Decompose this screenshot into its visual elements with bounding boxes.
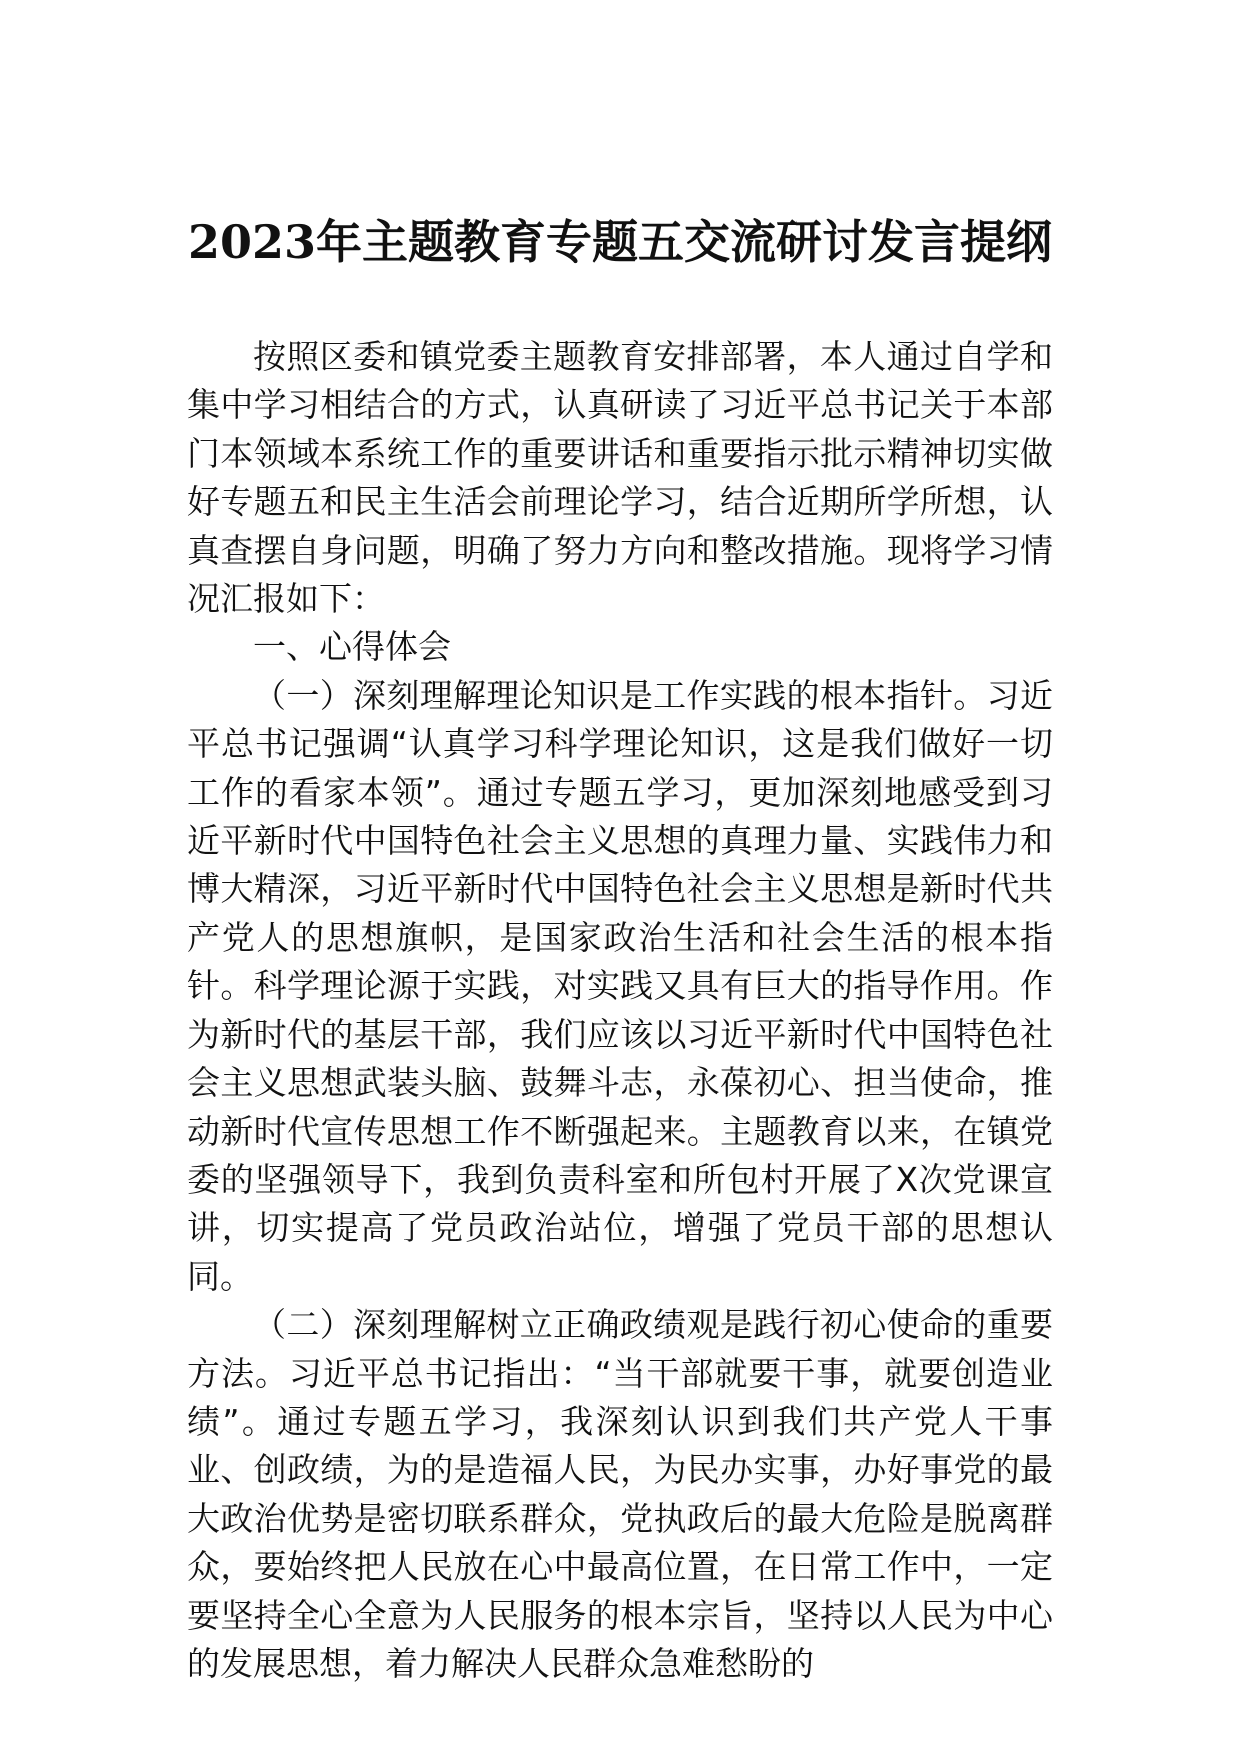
document-body [187,333,1053,1688]
body-paragraph: （二）深刻理解树立正确政绩观是践行初心使命的重要方法。习近平总书记指出：“当干部就要干事，就要创造业绩”。通过专题五学习，我深刻认识到我们共产党人干事业、创政绩，为的是造福人民，为民办实事，办好事党的最大政治优势是密切联系群众，党执政后的最大危险是脱离群众，要始终把人民放在心中最高位置，在日常工作中，一定要坚持全心全意为人民服务的根本宗旨，坚持以人民为中心的发展思想，着力解决人民群众急难愁盼的 [187,1305,1053,1683]
intro-paragraph: 按照区委和镇党委主题教育安排部署，本人通过自学和集中学习相结合的方式，认真研读了习近平总书记关于本部门本领域本系统工作的重要讲话和重要指示批示精神切实做好专题五和民主生活会前理论学习，结合近期所学所想，认真查摆自身问题，明确了努力方向和整改措施。现将学习情况汇报如下： [187,337,1053,619]
section-heading: 一、心得体会 [253,627,451,667]
document-title: 2023年主题教育专题五交流研讨发言提纲 [187,215,1053,269]
body-paragraph: （一）深刻理解理论知识是工作实践的根本指针。习近平总书记强调“认真学习科学理论知识，这是我们做好一切工作的看家本领”。通过专题五学习，更加深刻地感受到习近平新时代中国特色社会主义思想的真理力量、实践伟力和博大精深，习近平新时代中国特色社会主义思想是新时代共产党人的思想旗帜，是国家政治生活和社会生活的根本指针。科学理论源于实践，对实践又具有巨大的指导作用。作为新时代的基层干部，我们应该以习近平新时代中国特色社会主义思想武装头脑、鼓舞斗志，永葆初心、担当使命，推动新时代宣传思想工作不断强起来。主题教育以来，在镇党委的坚强领导下，我到负责科室和所包村开展了X次党课宣讲，切实提高了党员政治站位，增强了党员干部的思想认同。 [187,675,1053,1296]
